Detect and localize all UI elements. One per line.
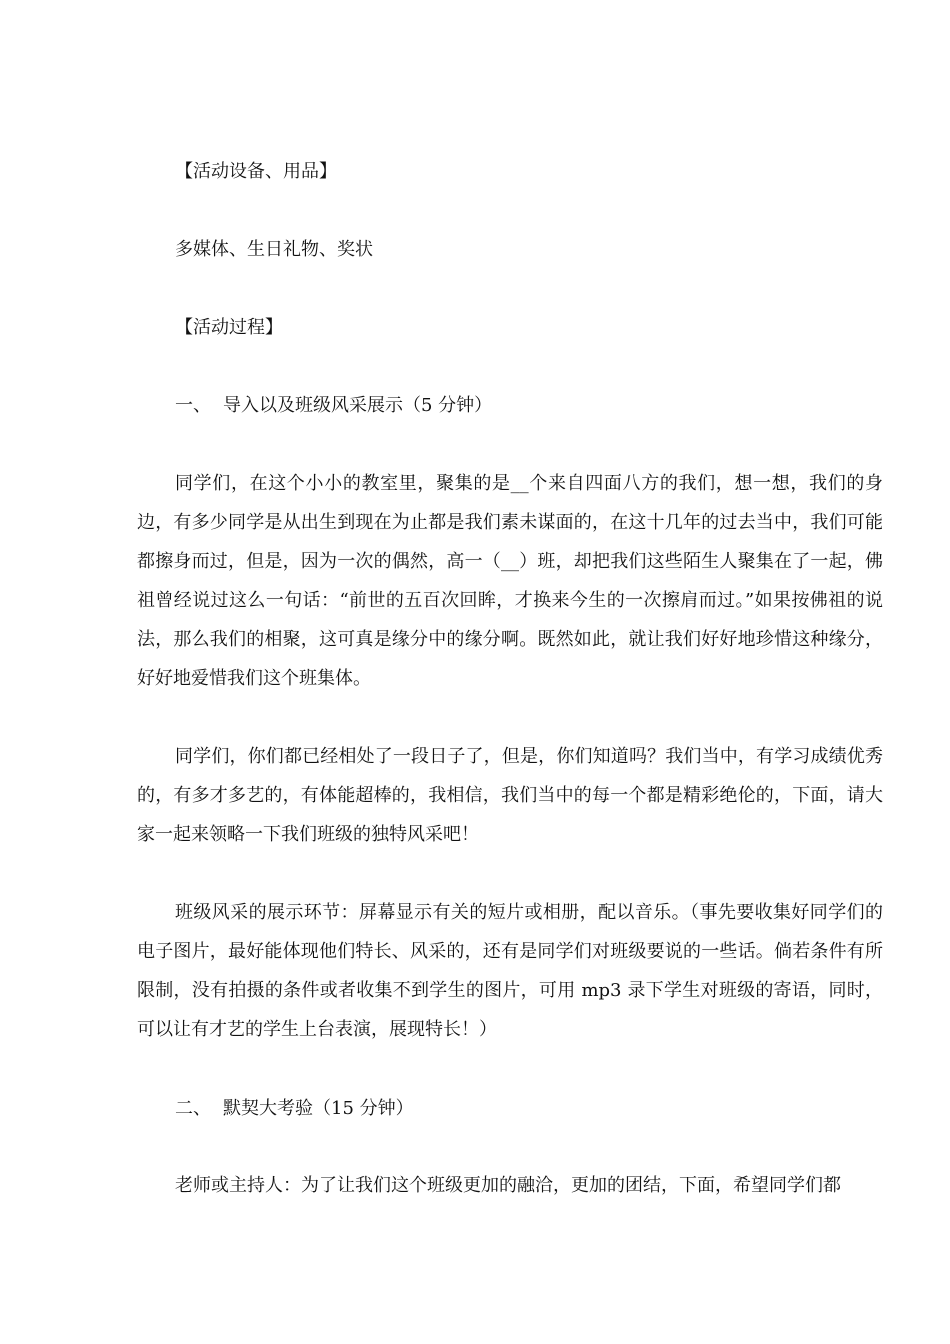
paragraph-host: 老师或主持人：为了让我们这个班级更加的融洽，更加的团结，下面，希望同学们都 <box>175 1175 841 1196</box>
process-heading: 【活动过程】 <box>175 317 283 338</box>
paragraph-showcase: 班级风采的展示环节：屏幕显示有关的短片或相册，配以音乐。（事先要收集好同学们的电子图片，最好能体现他们特长、风采的，还有是同学们对班级要说的一些话。倘若条件有所限制，没有拍摄的条件或者收集不到学生的图片，可用 mp3 录下学生对班级的寄语，同时，可以让有才艺的学生上台表演，展现特长！） <box>137 902 883 1040</box>
section1-title: 导入以及班级风采展示（5 分钟） <box>223 395 493 416</box>
section1-number: 一、 <box>175 395 211 416</box>
paragraph-intro: 同学们，在这个小小的教室里，聚集的是__个来自四面八方的我们，想一想，我们的身边，有多少同学是从出生到现在为止都是我们素未谋面的，在这十几年的过去当中，我们可能都擦身而过，但是，因为一次的偶然，高一（__）班，却把我们这些陌生人聚集在了一起，佛祖曾经说过这么一句话：“前世的五百次回眸，才换来今生的一次擦肩而过。”如果按佛祖的说法，那么我们的相聚，这可真是缘分中的缘分啊。既然如此，就让我们好好地珍惜这种缘分，好好地爱惜我们这个班集体。 <box>137 473 883 689</box>
section2-heading <box>175 1097 414 1121</box>
equipment-text: 多媒体、生日礼物、奖状 <box>175 239 373 260</box>
paragraph-class-members: 同学们，你们都已经相处了一段日子了，但是，你们知道吗？我们当中，有学习成绩优秀的，有多才多艺的，有体能超棒的，我相信，我们当中的每一个都是精彩绝伦的，下面，请大家一起来领略一下我们班级的独特风采吧！ <box>137 746 883 845</box>
section1-heading <box>175 394 492 418</box>
section2-title: 默契大考验（15 分钟） <box>223 1098 414 1119</box>
section2-number: 二、 <box>175 1098 211 1119</box>
equipment-heading: 【活动设备、用品】 <box>175 161 337 182</box>
